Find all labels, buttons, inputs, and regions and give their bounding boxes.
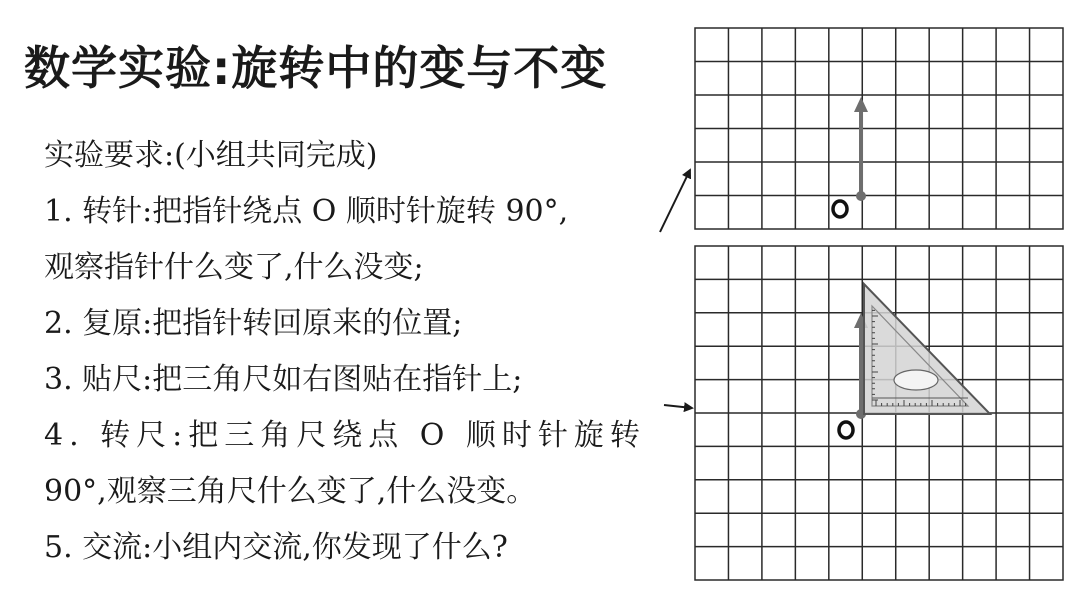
top-point-o xyxy=(833,201,847,217)
step-3: 3. 贴尺:把三角尺如右图贴在指针上; xyxy=(44,362,523,397)
triangle-ruler xyxy=(864,284,990,414)
step-2: 2. 复原:把指针转回原来的位置; xyxy=(44,306,463,341)
step-4-line-1: 4. 转尺:把三角尺绕点 O 顺时针旋转 xyxy=(44,418,646,453)
step-1-line-1: 1. 转针:把指针绕点 O 顺时针旋转 90°, xyxy=(44,194,569,229)
top-pointer xyxy=(854,97,868,201)
arrow-to-top-grid xyxy=(660,170,690,232)
requirements-heading: 实验要求:(小组共同完成) xyxy=(44,138,378,173)
top-grid xyxy=(695,28,1063,229)
step-5: 5. 交流:小组内交流,你发现了什么? xyxy=(44,530,508,565)
bottom-point-o xyxy=(839,422,853,438)
page-title: 数学实验:旋转中的变与不变 xyxy=(24,41,608,95)
step-1-line-2: 观察指针什么变了,什么没变; xyxy=(44,250,424,285)
step-4-line-2: 90°,观察三角尺什么变了,什么没变。 xyxy=(44,474,537,509)
arrow-to-bottom-grid xyxy=(664,405,692,408)
